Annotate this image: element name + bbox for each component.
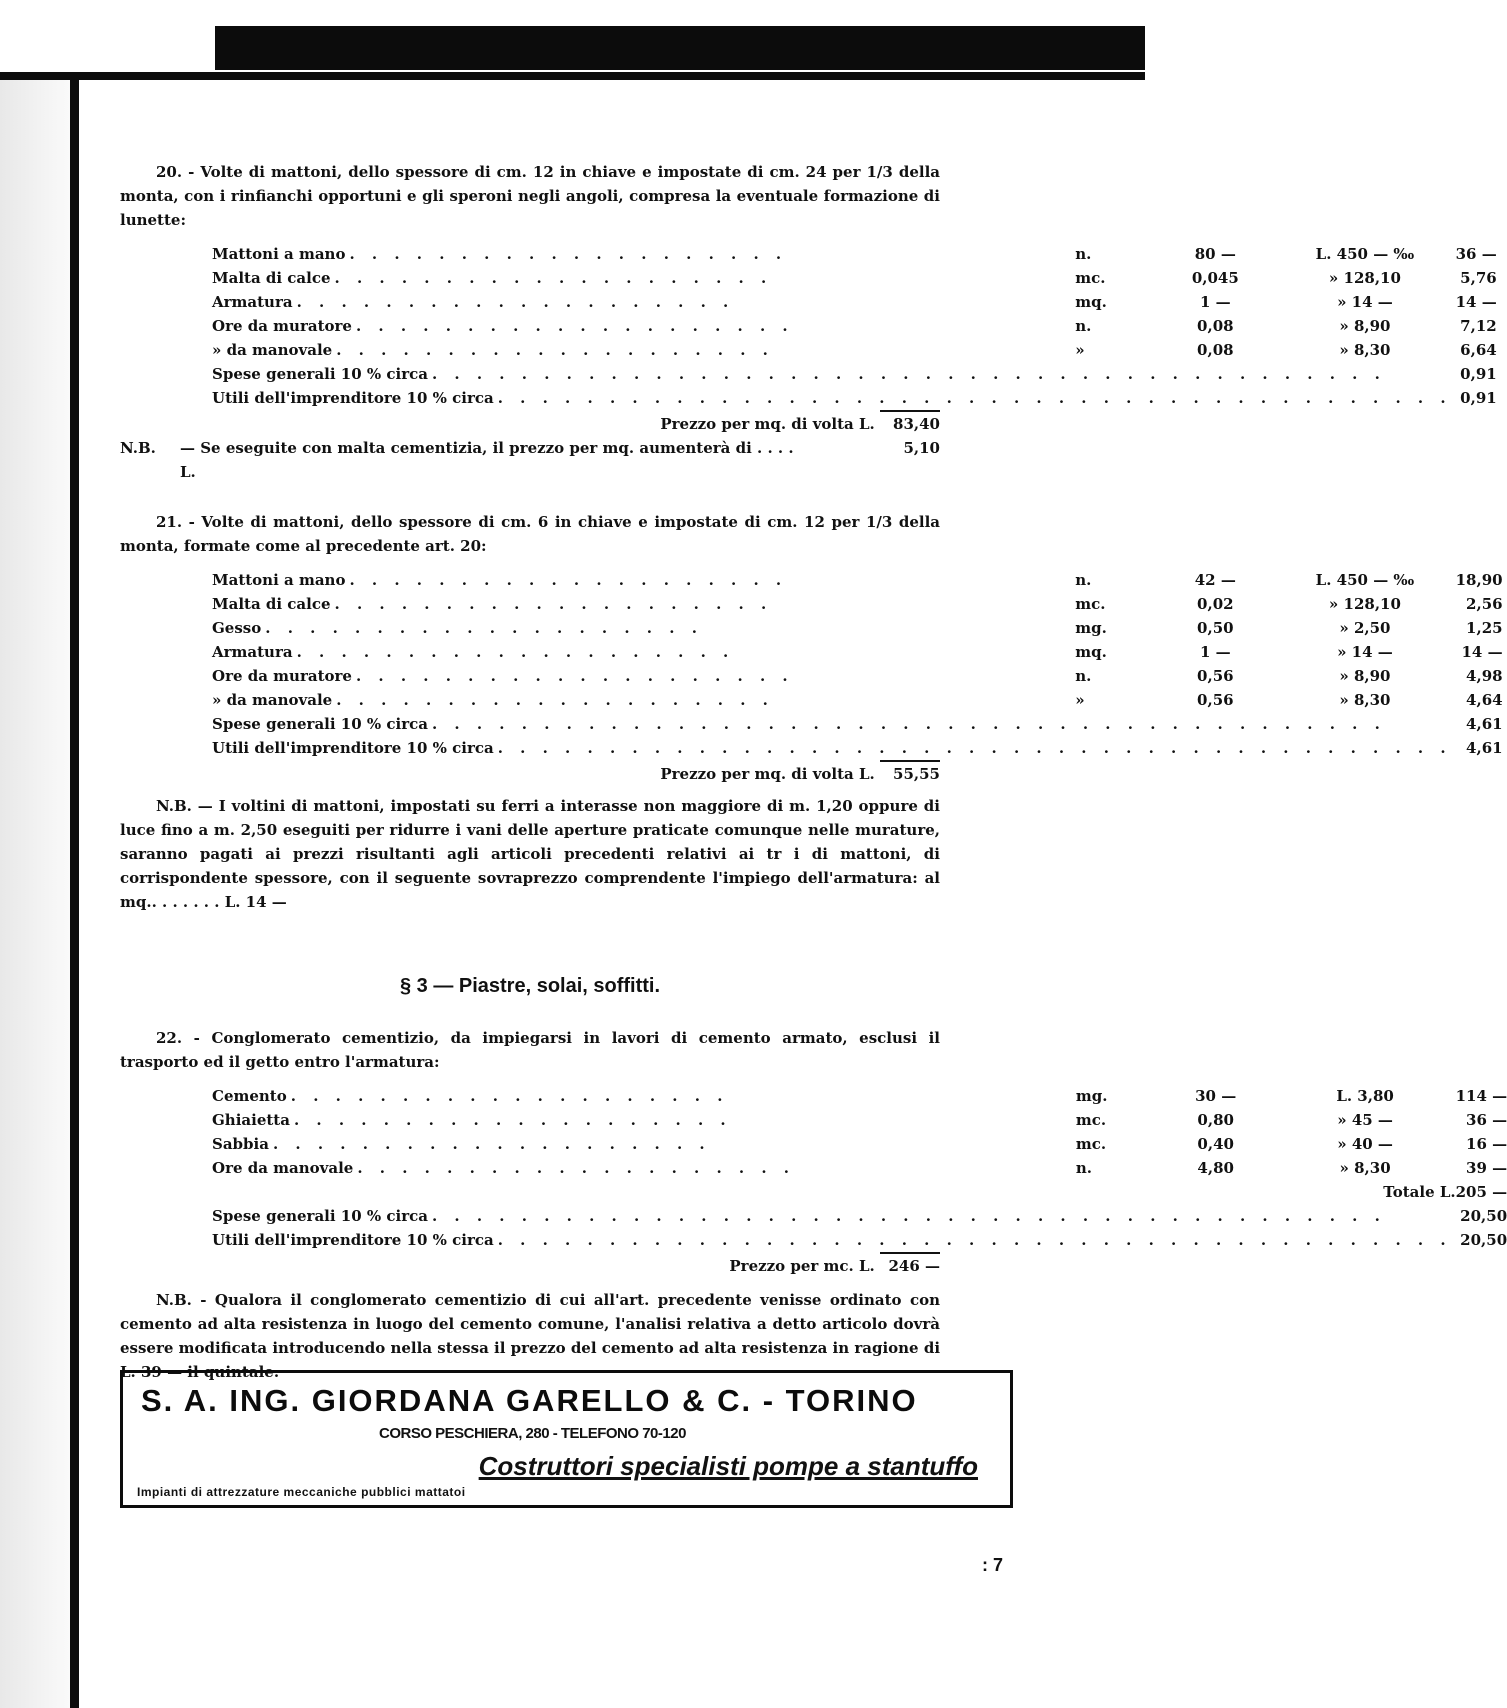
- row-total: 16 —: [1466, 1135, 1507, 1153]
- table-row: Mattoni a mano . . . . . . . . . . . . . . . . . . . . n. 42 — L. 450 — ‰ 18,90: [212, 568, 1503, 592]
- subtotal-label: Totale L.: [1383, 1183, 1456, 1201]
- table-row: Ore da muratore . . . . . . . . . . . . . . . . . . . . n. 0,56 » 8,90 4,98: [212, 664, 1503, 688]
- table-row: Malta di calce . . . . . . . . . . . . . . . . . . . . mc. 0,02 » 128,10 2,56: [212, 592, 1503, 616]
- section-title: § 3 — Piastre, solai, soffitti.: [399, 975, 661, 997]
- art20-note: [120, 436, 940, 484]
- price-value: 246 —: [880, 1252, 940, 1278]
- table-row: Spese generali 10 % circa . . . . . . . . . . . . . . . . . . . . . . . . . . . . . . . . . . . . . . . . . . . 4,61: [212, 712, 1503, 736]
- row-item: Ghiaietta: [212, 1111, 290, 1129]
- scan-border-line: [0, 72, 1145, 80]
- table-row: Cemento . . . . . . . . . . . . . . . . . . . . mg. 30 — L. 3,80 114 —: [212, 1084, 1507, 1108]
- table-row: [212, 1180, 1507, 1204]
- ad-address: CORSO PESCHIERA, 280 - TELEFONO 70-120: [379, 1425, 686, 1442]
- table-row: Armatura . . . . . . . . . . . . . . . . . . . . mq. 1 — » 14 — 14 —: [212, 640, 1503, 664]
- row-unit: mc.: [1075, 269, 1106, 287]
- row-qty: 0,045: [1191, 269, 1239, 287]
- row-qty: 42 —: [1194, 571, 1236, 589]
- row-unit: mc.: [1075, 595, 1106, 613]
- row-unit: mg.: [1075, 619, 1107, 637]
- table-row: Armatura . . . . . . . . . . . . . . . . . . . . mq. 1 — » 14 — 14 —: [212, 290, 1497, 314]
- table-row: Ore da manovale . . . . . . . . . . . . . . . . . . . . n. 4,80 » 8,30 39 —: [212, 1156, 1507, 1180]
- row-price: » 8,90: [1339, 317, 1391, 335]
- row-item: Armatura: [212, 643, 293, 661]
- row-item: » da manovale: [212, 691, 333, 709]
- price-label: Prezzo per mc. L.: [729, 1257, 875, 1275]
- row-total: 39 —: [1466, 1159, 1507, 1177]
- row-qty: 0,02: [1197, 595, 1234, 613]
- row-total: 1,25: [1466, 619, 1503, 637]
- table-row: Ghiaietta . . . . . . . . . . . . . . . . . . . . mc. 0,80 » 45 — 36 —: [212, 1108, 1507, 1132]
- row-qty: 80 —: [1194, 245, 1236, 263]
- row-price: » 8,30: [1339, 691, 1391, 709]
- row-price: » 8,30: [1339, 1159, 1391, 1177]
- advertisement-box: [120, 1370, 1013, 1508]
- row-qty: 0,50: [1197, 619, 1234, 637]
- art20-intro: 20. - Volte di mattoni, dello spessore di cm. 12 in chiave e impostate di cm. 24 per 1/3 della monta, con i rinfianchi opportuni e gli speroni negli angoli, compresa la eventuale formazione di lunette:: [120, 163, 940, 229]
- row-item: Malta di calce: [212, 595, 331, 613]
- extra-label: Spese generali 10 % circa: [212, 715, 428, 733]
- art21-price-line: [120, 760, 940, 786]
- extra-total: 20,50: [1460, 1231, 1507, 1249]
- row-item: Cemento: [212, 1087, 287, 1105]
- row-price: » 40 —: [1337, 1135, 1393, 1153]
- scan-border-left: [70, 80, 79, 1708]
- row-unit: mq.: [1075, 643, 1107, 661]
- row-qty: 0,80: [1197, 1111, 1234, 1129]
- extra-label: Spese generali 10 % circa: [212, 1207, 428, 1225]
- row-price: L. 3,80: [1336, 1087, 1394, 1105]
- table-row: Utili dell'imprenditore 10 % circa . . . . . . . . . . . . . . . . . . . . . . . . . . . . . . . . . . . . . . . . . . . 0,91: [212, 386, 1497, 410]
- extra-label: Utili dell'imprenditore 10 % circa: [212, 1231, 494, 1249]
- subtotal-value: 205 —: [1455, 1183, 1507, 1201]
- row-unit: n.: [1075, 667, 1092, 685]
- row-total: 5,76: [1460, 269, 1497, 287]
- art20-price-line: [120, 410, 940, 436]
- row-unit: n.: [1075, 1159, 1093, 1177]
- row-unit: mc.: [1075, 1111, 1107, 1129]
- row-unit: n.: [1075, 317, 1092, 335]
- row-qty: 30 —: [1195, 1087, 1237, 1105]
- art21-intro: 21. - Volte di mattoni, dello spessore di cm. 6 in chiave e impostate di cm. 12 per 1/3 della monta, formate come al precedente art. 20:: [120, 513, 940, 555]
- row-unit: mq.: [1075, 293, 1107, 311]
- table-row: Spese generali 10 % circa . . . . . . . . . . . . . . . . . . . . . . . . . . . . . . . . . . . . . . . . . . . 20,50: [212, 1204, 1507, 1228]
- row-price: » 14 —: [1337, 643, 1393, 661]
- row-total: 6,64: [1460, 341, 1497, 359]
- row-item: Malta di calce: [212, 269, 331, 287]
- row-qty: 0,56: [1197, 691, 1234, 709]
- row-price: » 45 —: [1337, 1111, 1393, 1129]
- row-unit: »: [1075, 341, 1085, 359]
- table-row: » da manovale . . . . . . . . . . . . . . . . . . . . » 0,56 » 8,30 4,64: [212, 688, 1503, 712]
- table-row: Gesso . . . . . . . . . . . . . . . . . . . . mg. 0,50 » 2,50 1,25: [212, 616, 1503, 640]
- table-row: Sabbia . . . . . . . . . . . . . . . . . . . . mc. 0,40 » 40 — 16 —: [212, 1132, 1507, 1156]
- art20-cost-table: [212, 242, 1497, 410]
- row-qty: 0,56: [1197, 667, 1234, 685]
- page-mark: : 7: [982, 1555, 1004, 1575]
- row-total: 7,12: [1460, 317, 1497, 335]
- table-row: Utili dell'imprenditore 10 % circa . . . . . . . . . . . . . . . . . . . . . . . . . . . . . . . . . . . . . . . . . . . 4,61: [212, 736, 1503, 760]
- ad-footer: Impianti di attrezzature meccaniche pubblici mattatoi: [137, 1485, 466, 1499]
- row-item: Sabbia: [212, 1135, 269, 1153]
- row-total: 14 —: [1461, 643, 1503, 661]
- row-unit: mg.: [1075, 1087, 1108, 1105]
- row-item: Ore da manovale: [212, 1159, 354, 1177]
- row-qty: 0,08: [1197, 317, 1234, 335]
- price-value: 83,40: [880, 410, 940, 436]
- art22-price-line: [120, 1252, 940, 1278]
- row-qty: 0,40: [1197, 1135, 1234, 1153]
- row-qty: 1 —: [1199, 643, 1231, 661]
- row-price: » 128,10: [1328, 269, 1401, 287]
- table-row: Mattoni a mano . . . . . . . . . . . . . . . . . . . . n. 80 — L. 450 — ‰ 36 —: [212, 242, 1497, 266]
- row-price: » 14 —: [1337, 293, 1393, 311]
- row-unit: »: [1075, 691, 1085, 709]
- note-text: — Se eseguite con malta cementizia, il prezzo per mq. aumenterà di . . . . L.: [180, 439, 794, 481]
- extra-label: Spese generali 10 % circa: [212, 365, 428, 383]
- table-row: Spese generali 10 % circa . . . . . . . . . . . . . . . . . . . . . . . . . . . . . . . . . . . . . . . . . . . 0,91: [212, 362, 1497, 386]
- scan-margin-shade: [0, 80, 70, 1708]
- table-row: Ore da muratore . . . . . . . . . . . . . . . . . . . . n. 0,08 » 8,90 7,12: [212, 314, 1497, 338]
- row-total: 14 —: [1455, 293, 1497, 311]
- table-row: » da manovale . . . . . . . . . . . . . . . . . . . . » 0,08 » 8,30 6,64: [212, 338, 1497, 362]
- row-item: Gesso: [212, 619, 262, 637]
- row-price: » 8,90: [1339, 667, 1391, 685]
- row-item: Mattoni a mano: [212, 245, 346, 263]
- row-qty: 4,80: [1197, 1159, 1234, 1177]
- row-price: » 2,50: [1339, 619, 1391, 637]
- row-price: L. 450 — ‰: [1315, 571, 1415, 589]
- scan-border-top: [215, 26, 1145, 70]
- art22-intro: 22. - Conglomerato cementizio, da impiegarsi in lavori di cemento armato, esclusi il trasporto ed il getto entro l'armatura:: [120, 1029, 940, 1071]
- row-price: » 8,30: [1339, 341, 1391, 359]
- row-item: Ore da muratore: [212, 667, 352, 685]
- row-total: 4,64: [1466, 691, 1503, 709]
- row-item: » da manovale: [212, 341, 333, 359]
- row-total: 18,90: [1455, 571, 1503, 589]
- note-label: N.B.: [120, 439, 156, 457]
- price-label: Prezzo per mq. di volta L.: [660, 765, 875, 783]
- row-item: Mattoni a mano: [212, 571, 346, 589]
- row-total: 2,56: [1466, 595, 1503, 613]
- row-price: L. 450 — ‰: [1315, 245, 1415, 263]
- table-row: Utili dell'imprenditore 10 % circa . . . . . . . . . . . . . . . . . . . . . . . . . . . . . . . . . . . . . . . . . . . 20,50: [212, 1228, 1507, 1252]
- row-unit: mc.: [1075, 1135, 1107, 1153]
- art21-note: N.B. — I voltini di mattoni, impostati su ferri a interasse non maggiore di m. 1,20 oppure di luce fino a m. 2,50 eseguiti per ridurre i vani delle aperture praticate comunque nelle murature, saranno pagati ai prezzi risultanti agli articoli precedenti relativi ai tr i di mattoni, di corrispondente spessore, con il seguente sovraprezzo comprendente l'impiego dell'armatura: al mq.. . . . . . . L. 14 —: [120, 797, 940, 911]
- row-unit: n.: [1075, 245, 1092, 263]
- extra-total: 4,61: [1466, 715, 1503, 733]
- art22-cost-table: [212, 1084, 1507, 1252]
- ad-slogan: Costruttori specialisti pompe a stantuffo: [478, 1451, 978, 1481]
- extra-label: Utili dell'imprenditore 10 % circa: [212, 389, 494, 407]
- extra-total: 4,61: [1466, 739, 1503, 757]
- ad-headline: S. A. ING. GIORDANA GARELLO & C. - TORINO: [141, 1383, 918, 1418]
- row-item: Ore da muratore: [212, 317, 352, 335]
- art22-note: N.B. - Qualora il conglomerato cementizio di cui all'art. precedente venisse ordinato con cemento ad alta resistenza in luogo del cemento comune, l'analisi relativa a detto articolo dovrà essere modificata introducendo nella stessa il prezzo del cemento ad alta resistenza in ragione di L. 39 — il quintale.: [120, 1291, 941, 1381]
- row-total: 4,98: [1466, 667, 1503, 685]
- extra-total: 20,50: [1460, 1207, 1507, 1225]
- price-label: Prezzo per mq. di volta L.: [660, 415, 875, 433]
- row-qty: 1 —: [1199, 293, 1231, 311]
- extra-total: 0,91: [1460, 365, 1497, 383]
- note-amount: 5,10: [903, 439, 940, 457]
- row-total: 36 —: [1455, 245, 1497, 263]
- row-item: Armatura: [212, 293, 293, 311]
- table-row: Malta di calce . . . . . . . . . . . . . . . . . . . . mc. 0,045 » 128,10 5,76: [212, 266, 1497, 290]
- extra-total: 0,91: [1460, 389, 1497, 407]
- row-total: 36 —: [1466, 1111, 1507, 1129]
- document-page: [120, 160, 1507, 1384]
- row-qty: 0,08: [1197, 341, 1234, 359]
- row-unit: n.: [1075, 571, 1092, 589]
- row-price: » 128,10: [1328, 595, 1401, 613]
- extra-label: Utili dell'imprenditore 10 % circa: [212, 739, 494, 757]
- row-total: 114 —: [1455, 1087, 1507, 1105]
- art21-cost-table: [212, 568, 1503, 760]
- price-value: 55,55: [880, 760, 940, 786]
